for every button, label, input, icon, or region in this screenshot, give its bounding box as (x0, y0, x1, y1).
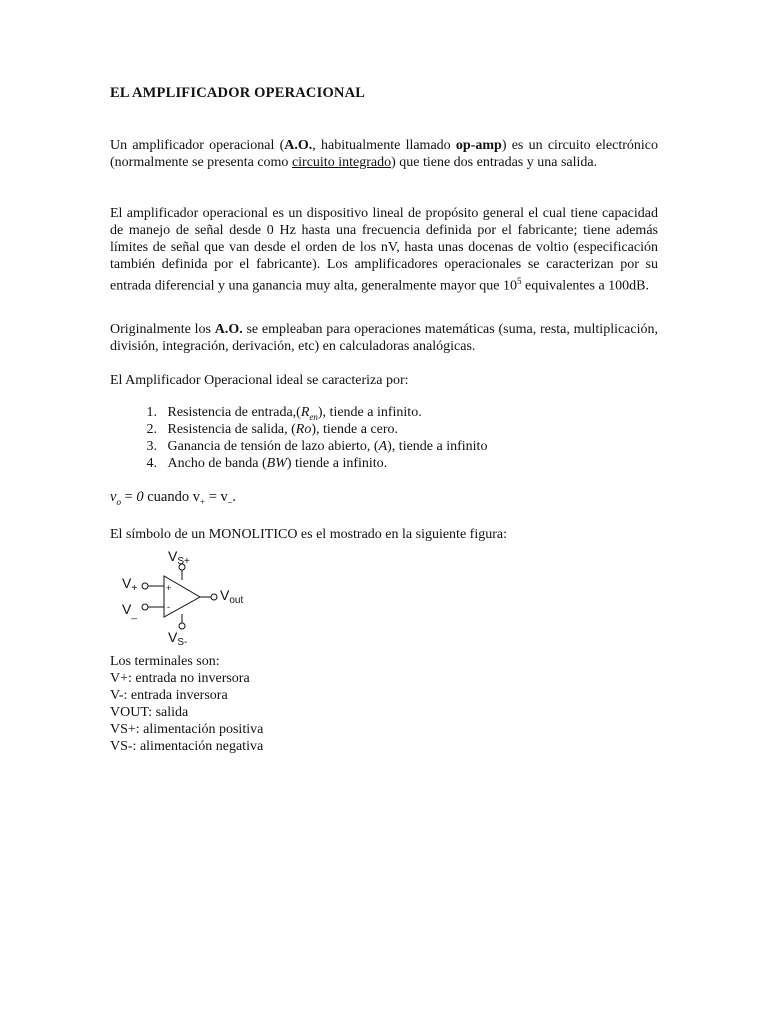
history-paragraph (110, 321, 658, 355)
intro-text-2: , habitualmente llamado (312, 138, 456, 153)
ideal-intro: El Amplificador Operacional ideal se caracteriza por: (110, 373, 409, 388)
history-bold-ao: A.O. (214, 322, 243, 337)
inverting-input-sign: - (167, 602, 170, 612)
formula-zero: 0 (136, 489, 144, 505)
description-text-2: equivalentes a 100dB. (521, 278, 650, 294)
list-number: 4. (146, 456, 157, 471)
formula-cuando: cuando v (143, 489, 200, 505)
list-item (110, 404, 487, 421)
circuito-integrado-link[interactable]: circuito integrado (291, 155, 392, 170)
list-item (110, 455, 487, 472)
vs-plus-label: $V_{S+}$ (168, 548, 190, 567)
noninverting-input-sign: + (166, 583, 172, 593)
intro-text-3: ) es un circuito electrónico (normalmente se presenta como (110, 138, 659, 170)
history-text-2: se empleaban para operaciones matemáticas (suma, resta, multiplicación, división, integración, derivación, etc) en calculadoras analógicas. (110, 322, 658, 354)
list-text-end: ), tiende a infinito. (317, 405, 422, 420)
terminal-item: VOUT: salida (110, 705, 189, 720)
list-item (110, 438, 487, 455)
formula-equals: = (120, 489, 137, 505)
opamp-symbol-figure (116, 544, 266, 652)
description-exponent: 5 (516, 276, 522, 286)
list-text: Resistencia de entrada,( (167, 405, 301, 420)
terminal-item: VS+: alimentación positiva (110, 722, 264, 737)
vout-terminal (211, 594, 217, 600)
description-paragraph (110, 205, 658, 295)
list-text: Resistencia de salida, ( (167, 422, 296, 437)
formula-vo-sub: o (116, 496, 121, 507)
vout-label: $V_{out}$ (220, 587, 244, 606)
list-item (110, 421, 487, 438)
list-text-end: ) tiende a infinito. (286, 456, 388, 471)
list-variable: BW (266, 456, 287, 471)
terminals-title: Los terminales son: (110, 654, 220, 669)
list-text: Ganancia de tensión de lazo abierto, ( (167, 439, 379, 454)
formula-vo: v (110, 489, 117, 505)
v-minus-terminal (142, 604, 148, 610)
v-plus-label: $V_+$ (122, 575, 138, 594)
formula-minus-sub: – (227, 496, 233, 507)
vs-minus-terminal (179, 623, 185, 629)
list-variable: Ro (295, 422, 312, 437)
list-number: 2. (146, 422, 157, 437)
v-plus-terminal (142, 583, 148, 589)
ideal-characteristics-list (110, 404, 487, 472)
formula-plus-sub: + (200, 496, 206, 507)
symbol-caption: El símbolo de un MONOLITICO es el mostrado en la siguiente figura: (110, 527, 507, 542)
intro-bold-opamp: op-amp (455, 138, 502, 153)
intro-text-1: Un amplificador operacional ( (110, 138, 285, 153)
description-text-1: El amplificador operacional es un dispositivo lineal de propósito general el cual tiene capacidad de manejo de señal desde 0 Hz hasta una frecuencia definida por el fabricante; tiene además límites de señal que van desde el orden de los nV, hasta unas docenas de voltio (especificación también definida por el fabricante). Los amplificadores operacionales se caracterizan por su entrada diferencial y una ganancia muy alta, generalmente mayor que 10 (110, 206, 658, 294)
ideal-condition-formula (110, 489, 236, 507)
list-text-end: ), tiende a cero. (311, 422, 399, 437)
list-subscript: en (309, 411, 318, 422)
list-number: 3. (146, 439, 157, 454)
list-number: 1. (146, 405, 157, 420)
list-variable: R (300, 405, 310, 420)
formula-equals-v: = v (205, 489, 228, 505)
vs-minus-label: $V_{S-}$ (168, 629, 188, 648)
list-text-end: ), tiende a infinito (387, 439, 488, 454)
v-minus-label: $V_{\_}$ (122, 601, 137, 620)
document-title: EL AMPLIFICADOR OPERACIONAL (110, 85, 366, 101)
terminal-item: V-: entrada inversora (110, 688, 228, 703)
intro-paragraph (110, 137, 658, 171)
intro-text-4: ) que tiene dos entradas y una salida. (391, 155, 598, 170)
intro-bold-ao: A.O. (284, 138, 313, 153)
terminals-section (110, 653, 263, 755)
terminal-item: VS-: alimentación negativa (110, 739, 264, 754)
terminal-item: V+: entrada no inversora (110, 671, 250, 686)
formula-period: . (232, 489, 236, 505)
list-text: Ancho de banda ( (167, 456, 267, 471)
history-text-1: Originalmente los (110, 322, 215, 337)
list-variable: A (378, 439, 388, 454)
